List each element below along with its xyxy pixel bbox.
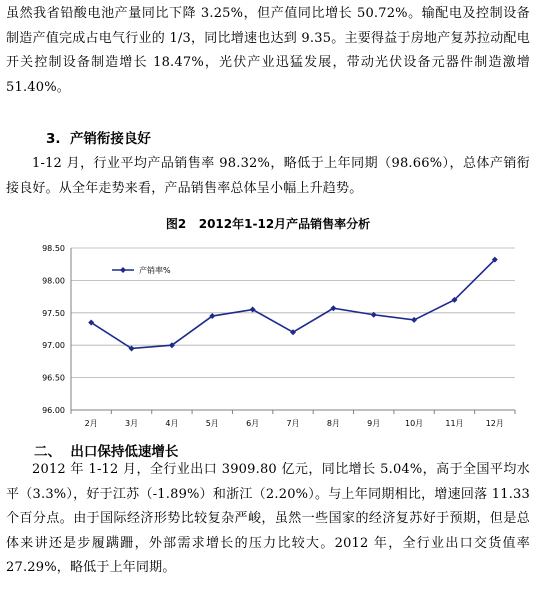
sales-rate-line-chart — [0, 230, 536, 430]
data-point-marker — [411, 317, 417, 323]
section-2-number: 二、 — [34, 444, 61, 460]
x-tick-label: 11月 — [445, 419, 464, 428]
y-tick-label: 97.50 — [42, 308, 65, 318]
x-tick-label: 10月 — [404, 419, 424, 428]
section-3-title: 产销衔接良好 — [69, 131, 151, 147]
x-tick-label: 4月 — [165, 419, 179, 428]
y-tick-label: 98.50 — [42, 244, 65, 253]
x-tick-label: 12月 — [485, 419, 504, 428]
x-tick-label: 8月 — [326, 419, 340, 428]
figure-label: 图2 — [165, 217, 187, 231]
section-2-title: 出口保持低速增长 — [70, 444, 179, 460]
x-tick-label: 3月 — [124, 419, 139, 428]
section-3-text: 1-12 月，行业平均产品销售率 98.32%，略低于上年同期（98.66%），总体产销衔接良好。从全年走势来看，产品销售率总体呈小幅上升趋势。 — [6, 156, 530, 196]
intro-text: 虽然我省铅酸电池产量同比下降 3.25%，但产值同比增长 50.72%。输配电及控制设备制造产值完成占电气行业的 1/3，同比增速也达到 9.35。主要得益于房地产复苏拉动配电开关控制设备制造增长 18.47%，光伏产业迅猛发展，带动光伏设备元器件制造激增 51.40%。 — [6, 6, 530, 95]
intro-paragraph — [6, 2, 530, 100]
section-3-heading — [46, 127, 151, 147]
x-tick-label: 9月 — [367, 419, 381, 428]
x-tick-label: 5月 — [205, 419, 219, 428]
legend-marker — [120, 267, 126, 273]
section-2-heading — [34, 440, 178, 460]
section-3-paragraph — [6, 152, 530, 201]
y-tick-label: 97.00 — [42, 341, 65, 351]
legend-label: 产销率% — [139, 266, 171, 275]
figure-title: 2012年1-12月产品销售率分析 — [198, 217, 371, 231]
x-tick-label: 7月 — [286, 419, 300, 428]
y-tick-label: 96.50 — [42, 373, 65, 383]
x-tick-label: 2月 — [84, 419, 98, 428]
section-3-number: 3. — [46, 131, 61, 147]
section-2-paragraph — [6, 458, 530, 581]
data-point-marker — [250, 307, 256, 313]
y-tick-label: 96.00 — [42, 406, 65, 415]
section-2-text: 2012 年 1-12 月，全行业出口 3909.80 亿元，同比增长 5.04%，高于全国平均水平（3.3%），好于江苏（-1.89%）和浙江（2.20%）。与上年同期相比，增速回落 11.33 个百分点。由于国际经济形势比较复杂严峻，虽然一些国家的经济复苏好于预期，但是总体来讲还是步履蹒跚，外部需求增长的压力比较大。2012 年，全行业出口交货值率 27.29%，略低于上年同期。 — [6, 462, 530, 576]
x-tick-label: 6月 — [246, 419, 260, 428]
y-tick-label: 98.00 — [42, 276, 65, 286]
